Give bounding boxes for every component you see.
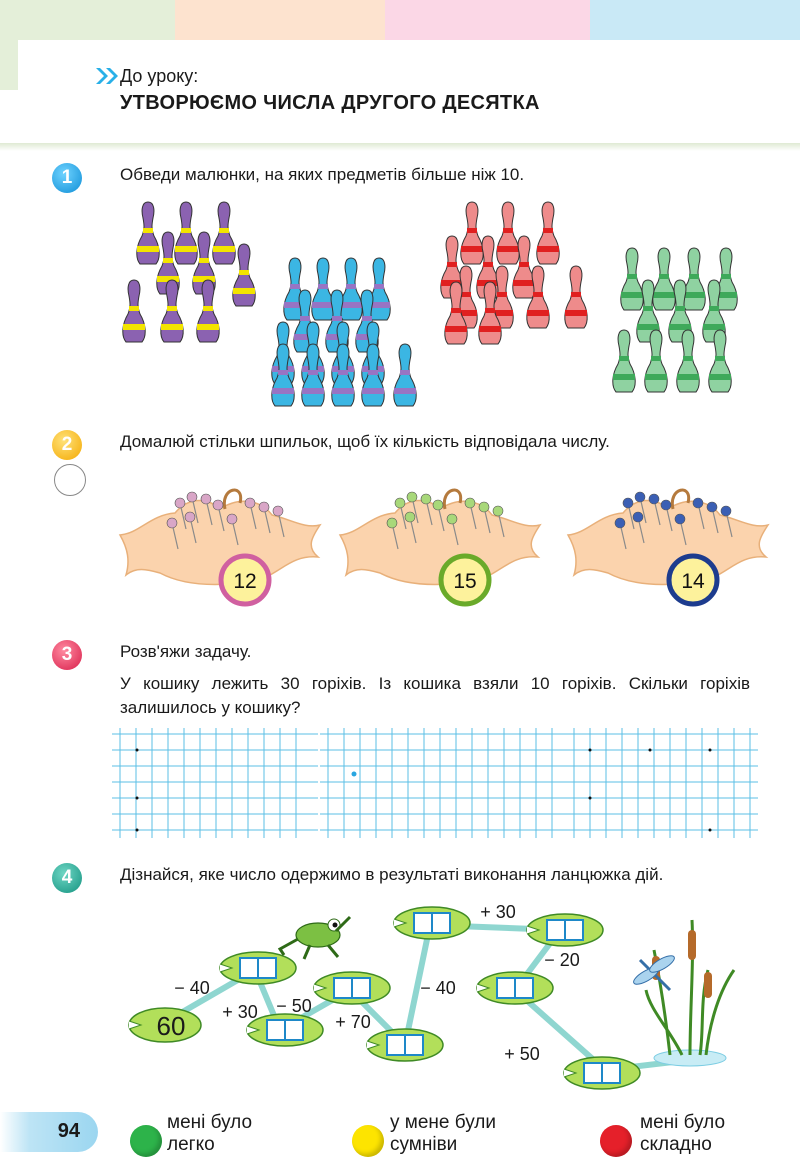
answer-box[interactable] (497, 978, 515, 998)
answer-box[interactable] (432, 913, 450, 933)
pincushion-number: 12 (233, 570, 257, 593)
answer-box[interactable] (565, 920, 583, 940)
answer-box[interactable] (584, 1063, 602, 1083)
doubt-dot[interactable] (352, 1125, 384, 1157)
lily-pad (564, 1057, 640, 1089)
easy-dot[interactable] (130, 1125, 162, 1157)
chain-operation: + 30 (222, 1002, 258, 1022)
chain-operation: − 20 (544, 950, 580, 970)
answer-box[interactable] (602, 1063, 620, 1083)
task-4-text: Дізнайся, яке число одержимо в результаті виконання ланцюжка дій. (120, 865, 664, 884)
page-number: 94 (57, 1120, 80, 1142)
answer-box[interactable] (267, 1020, 285, 1040)
answer-box[interactable] (285, 1020, 303, 1040)
reflection-easy: мені було легко (167, 1112, 253, 1155)
lily-pad (314, 972, 390, 1004)
chain-operation: − 50 (276, 996, 312, 1016)
lesson-label: До уроку: (120, 66, 199, 86)
answer-box[interactable] (547, 920, 565, 940)
reflection-doubt: у мене були сумніви (390, 1112, 496, 1155)
pincushion-number: 14 (681, 570, 705, 593)
chain-operation: + 30 (480, 902, 516, 922)
word-problem: У кошику лежить 30 горіхів. Із кошика взяли 10 горіхів. Скільки горіхів залишилось у кошику? (120, 674, 750, 717)
pincushion-number: 15 (453, 570, 477, 593)
answer-box[interactable] (334, 978, 352, 998)
lily-pad (367, 1029, 443, 1061)
lesson-title: УТВОРЮЄМО ЧИСЛА ДРУГОГО ДЕСЯТКА (120, 92, 540, 114)
hard-dot[interactable] (600, 1125, 632, 1157)
task-3-text: Розв'яжи задачу. (120, 642, 252, 661)
chain-start-number: 60 (156, 1011, 186, 1041)
answer-box[interactable] (405, 1035, 423, 1055)
task-number-2: 2 (52, 430, 82, 460)
lily-pad (394, 907, 470, 939)
lily-pad (247, 1014, 323, 1046)
chain-operation: − 40 (174, 978, 210, 998)
task-1-text: Обведи малюнки, на яких предметів більше ніж 10. (120, 165, 525, 184)
answer-box[interactable] (258, 958, 276, 978)
task-number-1: 1 (52, 163, 82, 193)
task-number-3: 3 (52, 640, 82, 670)
chain-operation: + 50 (504, 1044, 540, 1064)
lily-pad (477, 972, 553, 1004)
chain-operation: + 70 (335, 1012, 371, 1032)
lily-pad (220, 952, 296, 984)
task-number-4: 4 (52, 863, 82, 893)
answer-box[interactable] (515, 978, 533, 998)
lily-pad (527, 914, 603, 946)
reflection-hard: мені було складно (640, 1112, 726, 1155)
answer-box[interactable] (240, 958, 258, 978)
task-2-text: Домалюй стільки шпильок, щоб їх кількість відповідала числу. (120, 432, 610, 451)
page-number-tab (0, 1112, 98, 1152)
answer-box[interactable] (387, 1035, 405, 1055)
reeds-with-dragonfly-icon (631, 920, 734, 1066)
answer-box[interactable] (352, 978, 370, 998)
chain-operation: − 40 (420, 978, 456, 998)
answer-box[interactable] (414, 913, 432, 933)
frog-icon (280, 917, 350, 959)
